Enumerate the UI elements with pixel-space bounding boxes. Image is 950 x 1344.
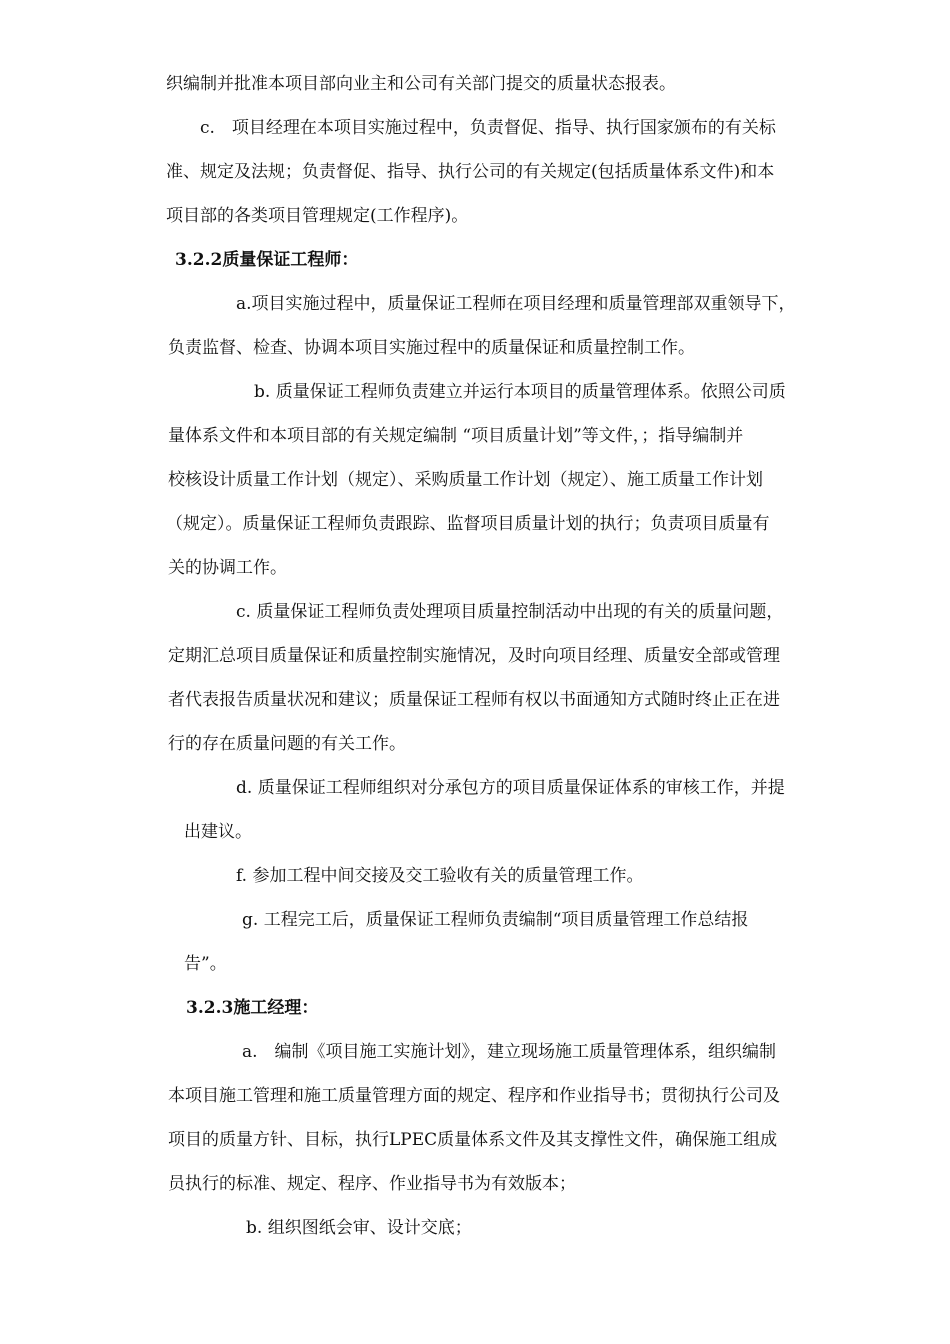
paragraph-line: 校核设计质量工作计划（规定）、采购质量工作计划（规定）、施工质量工作计划 bbox=[168, 470, 763, 490]
paragraph-line: g. 工程完工后，质量保证工程师负责编制“项目质量管理工作总结报 bbox=[242, 910, 749, 930]
paragraph-line: 负责监督、检查、协调本项目实施过程中的质量保证和质量控制工作。 bbox=[168, 338, 695, 358]
paragraph-line: 项目的质量方针、目标，执行LPEC质量体系文件及其支撑性文件，确保施工组成 bbox=[168, 1130, 778, 1150]
paragraph-line: a.项目实施过程中，质量保证工程师在项目经理和质量管理部双重领导下， bbox=[236, 294, 796, 314]
paragraph-line: c. 质量保证工程师负责处理项目质量控制活动中出现的有关的质量问题， bbox=[236, 602, 784, 622]
section-heading: 3.2.3施工经理： bbox=[186, 998, 319, 1018]
paragraph-line: 关的协调工作。 bbox=[168, 558, 287, 578]
paragraph-line: 行的存在质量问题的有关工作。 bbox=[168, 734, 406, 754]
paragraph-line: b. 组织图纸会审、设计交底； bbox=[246, 1218, 472, 1238]
paragraph-line: 定期汇总项目质量保证和质量控制实施情况，及时向项目经理、质量安全部或管理 bbox=[168, 646, 780, 666]
paragraph-line: f. 参加工程中间交接及交工验收有关的质量管理工作。 bbox=[236, 866, 644, 886]
paragraph-line: （规定）。质量保证工程师负责跟踪、监督项目质量计划的执行；负责项目质量有 bbox=[166, 514, 770, 534]
paragraph-line: 量体系文件和本项目部的有关规定编制 “项目质量计划”等文件，；指导编制并 bbox=[168, 426, 744, 446]
paragraph-line: 项目部的各类项目管理规定(工作程序)。 bbox=[166, 206, 469, 226]
paragraph-line: c. 项目经理在本项目实施过程中，负责督促、指导、执行国家颁布的有关标 bbox=[200, 118, 776, 138]
paragraph-line: 本项目施工管理和施工质量管理方面的规定、程序和作业指导书；贯彻执行公司及 bbox=[168, 1086, 780, 1106]
paragraph-line: 出建议。 bbox=[184, 822, 252, 842]
paragraph-line: a. 编制《项目施工实施计划》，建立现场施工质量管理体系，组织编制 bbox=[242, 1042, 777, 1062]
paragraph-line: b. 质量保证工程师负责建立并运行本项目的质量管理体系。依照公司质 bbox=[254, 382, 786, 402]
paragraph-line: d. 质量保证工程师组织对分承包方的项目质量保证体系的审核工作，并提 bbox=[236, 778, 785, 798]
paragraph-line: 者代表报告质量状况和建议；质量保证工程师有权以书面通知方式随时终止正在进 bbox=[168, 690, 780, 710]
section-heading: 3.2.2质量保证工程师： bbox=[175, 250, 359, 270]
paragraph-line: 织编制并批准本项目部向业主和公司有关部门提交的质量状态报表。 bbox=[166, 74, 676, 94]
paragraph-line: 告”。 bbox=[184, 954, 227, 974]
paragraph-line: 准、规定及法规；负责督促、指导、执行公司的有关规定(包括质量体系文件)和本 bbox=[166, 162, 775, 182]
paragraph-line: 员执行的标准、规定、程序、作业指导书为有效版本； bbox=[168, 1174, 576, 1194]
